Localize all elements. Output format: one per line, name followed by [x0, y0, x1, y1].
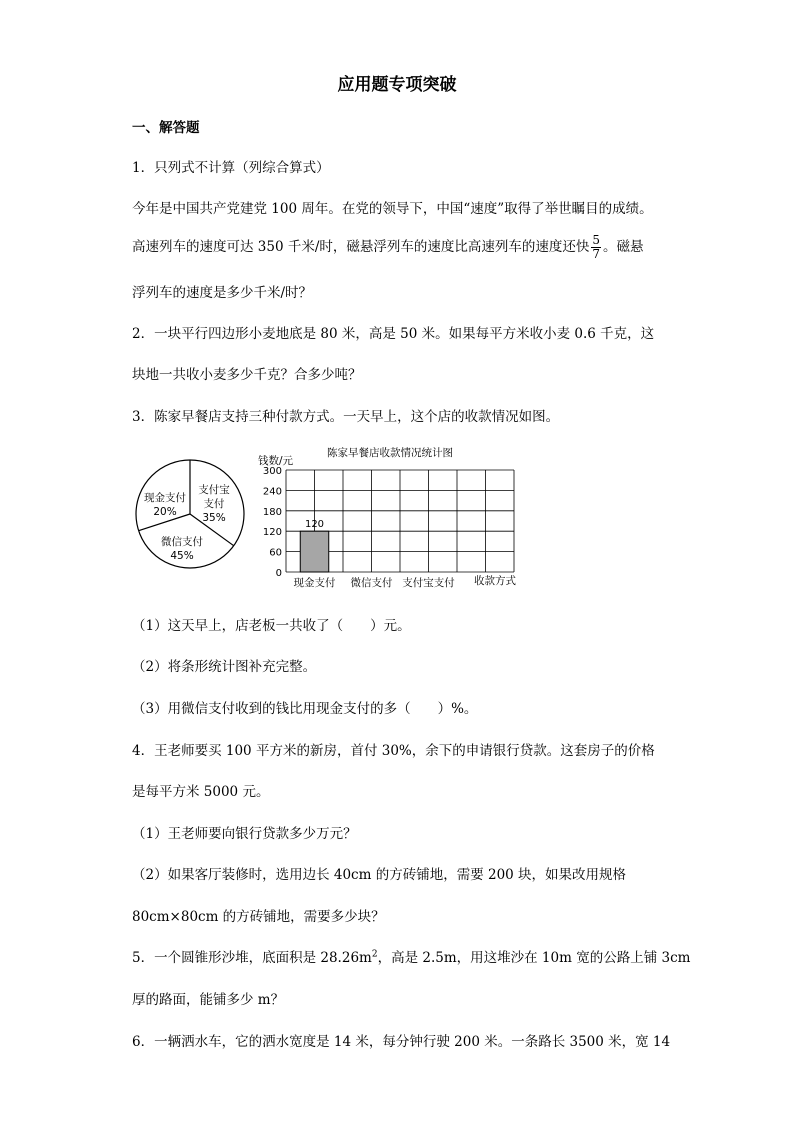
x-tick-label: 现金支付	[293, 577, 336, 589]
pie-percent-alipay: 35%	[202, 512, 226, 524]
pie-label-alipay-2: 支付	[203, 498, 225, 510]
x-tick-label: 支付宝支付	[402, 577, 455, 589]
q3-sub1: （1）这天早上，店老板一共收了（ ）元。	[132, 618, 411, 634]
q2-line1: 2．一块平行四边形小麦地底是 80 米，高是 50 米。如果每平方米收小麦 0.6 千克，这	[132, 326, 655, 342]
q5-line1-text: 5．一个圆锥形沙堆，底面积是 28.26m	[132, 950, 372, 966]
q1-line3-tail: 。磁悬	[603, 239, 644, 255]
pie-percent-wechat: 45%	[170, 550, 194, 562]
section-heading: 一、解答题	[132, 120, 200, 136]
y-axis-label: 钱数/元	[258, 455, 294, 467]
q3-sub3: （3）用微信支付收到的钱比用现金支付的多（ ）%。	[132, 701, 478, 717]
q5-line1	[132, 946, 690, 966]
q1-line2: 今年是中国共产党建党 100 周年。在党的领导下，中国“速度”取得了举世瞩目的成绩。	[132, 201, 653, 217]
q1-line4: 浮列车的速度是多少千米/时？	[132, 285, 313, 301]
q1-line3	[132, 234, 644, 261]
x-ticks	[294, 576, 456, 589]
q5-line2: 厚的路面，能铺多少 m？	[132, 992, 285, 1008]
q1-line1: 1．只列式不计算（列综合算式）	[132, 160, 330, 176]
q4-line1: 4．王老师要买 100 平方米的新房，首付 30%，余下的申请银行贷款。这套房子的价格	[132, 743, 655, 759]
q4-line2: 是每平方米 5000 元。	[132, 784, 270, 800]
bar-chart	[250, 440, 540, 592]
y-tick-label: 120	[262, 527, 282, 539]
q3-sub2: （2）将条形统计图补充完整。	[132, 659, 317, 675]
y-tick-label: 180	[262, 506, 282, 518]
fraction-numerator: 5	[592, 233, 601, 247]
q1-line3-text: 高速列车的速度可达 350 千米/时，磁悬浮列车的速度比高速列车的速度还快	[132, 239, 590, 255]
chart-bars	[300, 519, 329, 572]
q4-sub2-cont: 80cm×80cm 的方砖铺地，需要多少块？	[132, 909, 385, 925]
x-axis-label: 收款方式	[474, 575, 516, 587]
pie-percent-cash: 20%	[153, 506, 177, 518]
y-tick-label: 300	[262, 466, 282, 477]
q5-line1-tail: ，高是 2.5m，用这堆沙在 10m 宽的公路上铺 3cm	[377, 950, 691, 966]
q3-line1: 3．陈家早餐店支持三种付款方式。一天早上，这个店的收款情况如图。	[132, 409, 560, 425]
bar-value-label: 120	[304, 519, 325, 531]
fraction-denominator: 7	[592, 247, 601, 261]
x-tick-label: 微信支付	[350, 577, 393, 589]
q6-line1: 6．一辆洒水车，它的洒水宽度是 14 米，每分钟行驶 200 米。一条路长 3500 米，宽 14	[132, 1034, 671, 1050]
y-tick-label: 0	[275, 568, 282, 579]
q4-sub1: （1）王老师要向银行贷款多少万元？	[132, 826, 357, 842]
fraction	[591, 234, 601, 261]
chart-title: 陈家早餐店收款情况统计图	[327, 447, 453, 459]
y-ticks	[263, 466, 282, 579]
y-tick-label: 240	[262, 486, 282, 498]
q4-sub2: （2）如果客厅装修时，选用边长 40cm 的方砖铺地，需要 200 块，如果改用规格	[132, 867, 627, 883]
superscript: 2	[371, 949, 378, 960]
pie-label-cash: 现金支付	[144, 492, 186, 504]
q2-line2: 块地一共收小麦多少千克？合多少吨？	[132, 367, 362, 383]
bar	[300, 531, 329, 572]
y-tick-label: 60	[269, 547, 282, 559]
pie-label-wechat: 微信支付	[161, 536, 203, 548]
page-title: 应用题专项突破	[337, 75, 457, 95]
pie-label-alipay: 支付宝	[198, 484, 230, 496]
pie-chart	[134, 458, 250, 576]
